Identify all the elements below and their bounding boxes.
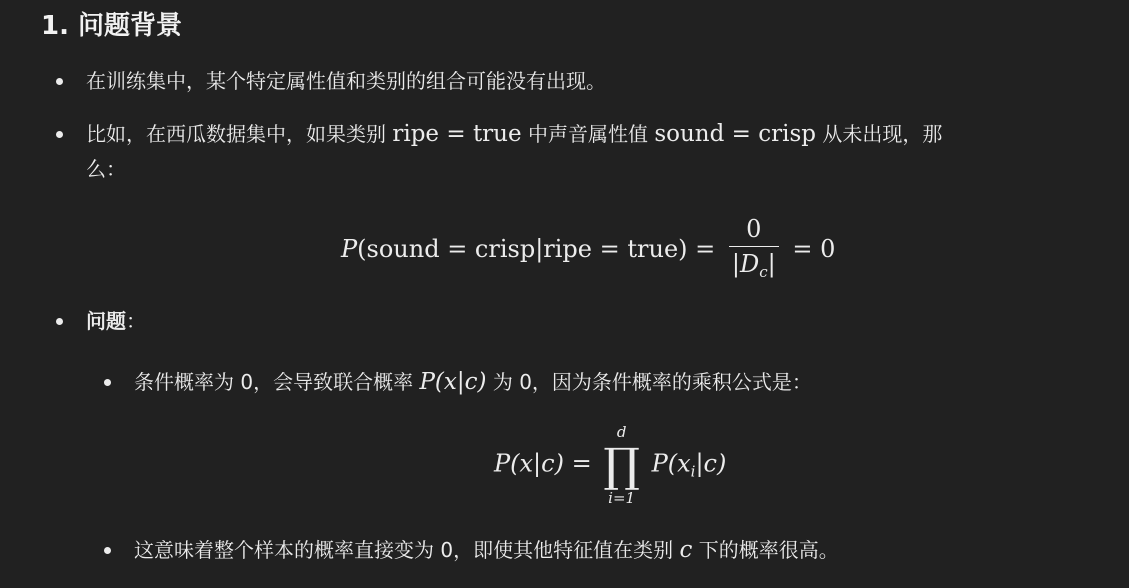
formula-1-args: (sound = crisp|ripe = true) = [357, 235, 716, 263]
product-lower-limit: i=1 [608, 489, 636, 507]
bullet-item-problem [86, 306, 146, 336]
bullet-item-2-continued [86, 154, 126, 184]
bullet-2-text-b: 中声音属性值 [527, 122, 648, 146]
formula-2-term-end: |c) [695, 449, 727, 478]
formula-1-numerator: 0 [729, 214, 779, 247]
formula-1-denominator [729, 247, 779, 287]
formula-1-rhs: = 0 [792, 235, 836, 263]
math-joint-probability: P(x|c) [419, 369, 487, 395]
formula-2-term-sub: i [690, 462, 696, 481]
sub-bullet-item-1 [134, 367, 812, 397]
bullet-2-text-c: 从未出现，那 [822, 122, 943, 146]
product-operator [603, 422, 640, 508]
section-heading: 1. 问题背景 [41, 11, 183, 41]
formula-2-term: P(x [651, 449, 691, 478]
product-symbol: ∏ [603, 438, 640, 492]
problem-label: 问题 [86, 309, 126, 333]
den-bar-right: | [767, 250, 776, 278]
bullet-dot [56, 78, 63, 85]
formula-2-lhs: P(x|c) = [494, 449, 592, 478]
sub-bullet-2-text-a: 这意味着整个样本的概率直接变为 0，即使其他特征值在类别 [134, 538, 674, 562]
sub-bullet-2-text-b: 下的概率很高。 [698, 538, 839, 562]
den-sub: c [759, 263, 768, 281]
math-class-c: c [679, 537, 693, 563]
problem-colon: ： [126, 309, 146, 333]
sub-bullet-item-2 [134, 535, 839, 565]
sub-bullet-dot [104, 547, 111, 554]
sub-bullet-1-text-b: 为 0，因为条件概率的乘积公式是： [492, 370, 812, 394]
sub-bullet-dot [104, 379, 111, 386]
formula-zero-probability [341, 214, 835, 287]
formula-1-p: P [341, 235, 358, 263]
bullet-item-2 [86, 119, 942, 149]
bullet-dot [56, 131, 63, 138]
den-var: D [739, 250, 760, 278]
product-upper-limit: d [616, 423, 627, 441]
bullet-item-1 [86, 66, 606, 96]
bullet-dot [56, 318, 63, 325]
bullet-1-text: 在训练集中，某个特定属性值和类别的组合可能没有出现。 [86, 69, 606, 93]
math-sound-crisp: sound = crisp [654, 121, 816, 147]
formula-1-fraction [729, 214, 779, 287]
den-bar-left: | [731, 250, 740, 278]
bullet-2-text-d: 么： [86, 157, 126, 181]
formula-product-rule [494, 422, 726, 508]
sub-bullet-1-text-a: 条件概率为 0，会导致联合概率 [134, 370, 414, 394]
bullet-2-text-a: 比如，在西瓜数据集中，如果类别 [86, 122, 386, 146]
math-ripe-true: ripe = true [392, 121, 522, 147]
